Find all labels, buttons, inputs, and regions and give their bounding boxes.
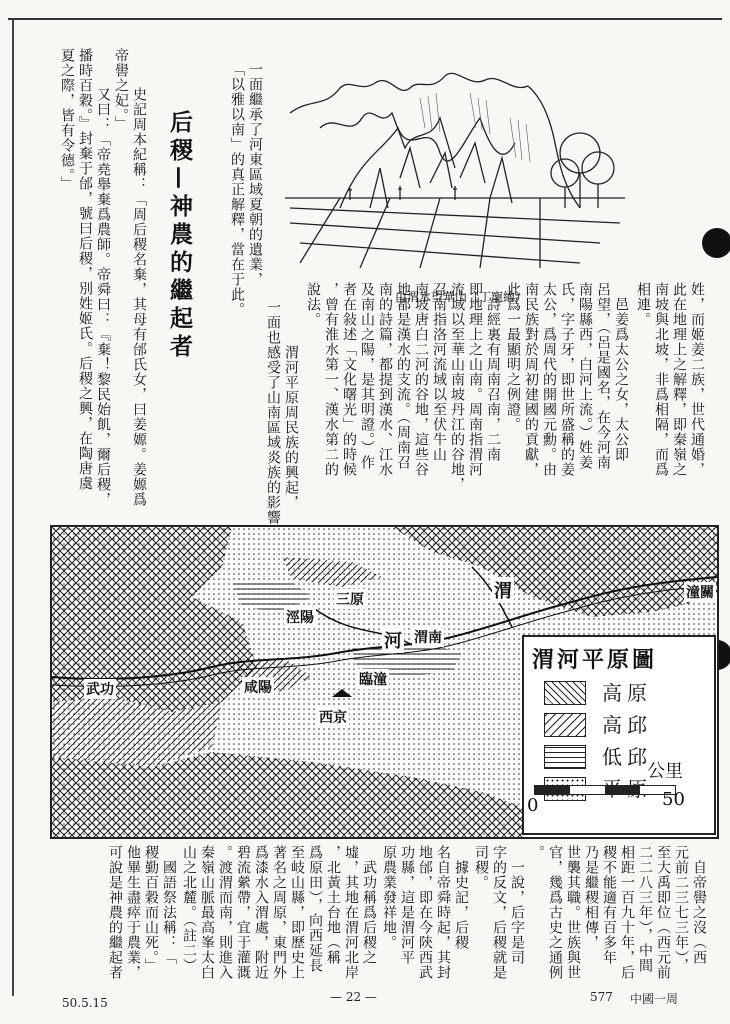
text-column: 可說是神農的繼起者 (107, 845, 123, 980)
text-column: 一說，后字是司 (509, 845, 525, 965)
text-column: 一面繼承了河東區域夏朝的遺業， (247, 62, 263, 287)
legend-label: 低邱 (602, 745, 652, 769)
footer-date: 50.5.15 (62, 996, 108, 1010)
text-column: 。渡渭而南，則進入 (217, 845, 233, 980)
text-column: ，曾有淮水第一、漢水第二的 (323, 282, 339, 477)
text-column: 碧流縈帶，宜于灌溉 (235, 845, 251, 980)
text-column: 世襲其職。世族與世 (565, 845, 581, 980)
legend-title: 渭河平原圖 (532, 647, 658, 673)
punch-hole-icon (702, 228, 730, 258)
text-column: 姓，而姬姜二族，世代通婚， (689, 282, 705, 477)
text-column: 一面也感受了山南區域炎族的影響 (265, 300, 281, 525)
text-column: 至岐山縣，即歷史上 (289, 845, 305, 980)
legend-label: 高原 (602, 681, 652, 705)
legend-swatch-horizontal (544, 745, 586, 769)
text-column: 邑姜爲太公之女，太公即 (613, 282, 629, 462)
scale-unit: 公里 (647, 761, 683, 782)
map-label-jingyang: 涇陽 (284, 607, 316, 627)
text-column: 據史記，后稷 (453, 845, 469, 950)
text-column: 南坡與北坡，非爲相隔，而爲 (653, 282, 669, 477)
text-column: 播時百穀。』封棄于邰，號曰后稷，別姓姬氏。后稷之興，在陶唐虞 (77, 48, 93, 491)
text-column: 相距一百九十年，后 (619, 845, 635, 980)
legend-item-low-hills (544, 741, 709, 771)
map-label-tongguan: 潼關 (684, 582, 716, 602)
text-column: 武功稱爲后稷之 (361, 845, 377, 965)
text-column: 夏之際，皆有令德。」 (59, 48, 75, 191)
legend-item-high-plateau (544, 677, 709, 707)
footer-page-number: — 22 — (330, 990, 377, 1004)
text-column: 及南山之陽，是其明證。）作 (359, 282, 375, 470)
weihe-plain-map (50, 525, 719, 839)
map-label-sanyuan: 三原 (334, 589, 366, 609)
text-column: 秦嶺山脈最高峯太白 (199, 845, 215, 980)
map-label-wugong: 武功 (84, 679, 116, 699)
legend-item-high-hills (544, 709, 709, 739)
page-border-left (12, 18, 14, 996)
text-column: 二二八三年），中間 (637, 845, 653, 973)
text-column: 召南指洛河流域以至伏牛山 (431, 282, 447, 462)
huashan-illustration (280, 58, 630, 273)
text-column: 著名之周原，東門外 (271, 845, 287, 980)
text-column: 。 (529, 845, 545, 860)
text-column: 即地理上之山南。周南指渭河 (467, 282, 483, 477)
footer-issue: 577 (590, 990, 613, 1004)
text-column: 功縣，這是渭河平 (399, 845, 415, 965)
section-title: 后稷—神農的繼起者 (166, 110, 193, 362)
text-column: 相連。 (635, 282, 651, 327)
text-column: 稷勤百穀而山死。」 (143, 845, 159, 973)
text-column: 又曰：「帝堯舉棄爲農師。帝舜曰：『棄！黎民始飢，爾后稷， (95, 72, 111, 507)
text-column: 南坡唐白二河的谷地，這些谷 (413, 282, 429, 477)
text-column: 者在敍述「文化曙光」的時候 (341, 282, 357, 477)
text-column: 爲漆水入渭處，附近 (253, 845, 269, 980)
text-column: 呂望，（呂是國名，在今河南 (595, 282, 611, 470)
legend-swatch-diagonal (544, 713, 586, 737)
text-column: 名自帝舜時起，其封 (435, 845, 451, 980)
legend-swatch-crosshatch (544, 681, 586, 705)
text-column: 山之北麓。（註二） (181, 845, 197, 973)
map-legend (522, 635, 716, 835)
text-column: 原農業發祥地。 (381, 845, 397, 950)
map-label-xian: 西京 (317, 707, 349, 727)
map-label-he: 河 (382, 627, 404, 653)
text-column: 氏，字子牙，即世所盛稱的姜 (559, 282, 575, 477)
text-column: 字的反文，后稷就是 (491, 845, 507, 980)
map-label-wei-river: 渭 (492, 577, 514, 603)
text-column: 地都是漢水的支流。（周南召 (395, 282, 411, 470)
text-column: 至大禹即位（西元前 (655, 845, 671, 980)
footer-magazine: 中國一周 (630, 992, 679, 1006)
map-label-xianyang: 咸陽 (242, 677, 274, 697)
map-label-weinan: 渭南 (412, 627, 444, 647)
text-column: 元前二三七三年）， (673, 845, 689, 973)
map-label-lintong: 臨潼 (357, 669, 389, 689)
legend-label: 高邱 (602, 713, 652, 737)
text-column: 司稷。 (473, 845, 489, 890)
text-column: 此爲一最顯明之例證。 (505, 282, 521, 432)
scale-bar (534, 785, 676, 795)
page-border-top (8, 18, 722, 20)
text-column: 「以雅以南」的真正解釋，當在于此。 (229, 62, 245, 317)
text-column: 此在地理上之解釋，即秦嶺之 (671, 282, 687, 477)
text-column: 南陽縣西，白河上流。）姓姜 (577, 282, 593, 470)
scale-max: 50 (662, 789, 685, 810)
text-column: 官，幾爲古史之通例 (547, 845, 563, 980)
text-column: 帝嚳之妃。」 (113, 48, 129, 131)
text-column: 地邰，即在今陝西武 (417, 845, 433, 980)
text-column: ，北黃土台地（稱 (325, 845, 341, 965)
scale-zero: 0 (527, 795, 539, 816)
text-column: 詩經裏有周南召南，二南 (485, 282, 501, 462)
text-column: 爲原田），向西延長 (307, 845, 323, 973)
text-column: 太公，爲周代的開國元勳。由 (541, 282, 557, 477)
text-column: 乃是繼稷相傳， (583, 845, 599, 950)
text-column: 渭河平原周民族的興起， (283, 330, 299, 510)
text-column: 稷不能適有百多年 (601, 845, 617, 965)
text-column: 流域以至華山南坡丹江的谷地， (449, 282, 465, 492)
text-column: 國語祭法稱：「 (161, 845, 177, 965)
text-column: 說法。 (305, 282, 321, 327)
text-column: 南的詩篇，都提到漢水、江水 (377, 282, 393, 477)
text-column: 墟，其地在渭河北岸 (343, 845, 359, 980)
text-column: 南民族對於周初建國的貢獻， (523, 282, 539, 477)
text-column: 史記周本紀稱：「周后稷名棄，其母有邰氏女，曰姜嫄。姜嫄爲 (131, 72, 147, 507)
text-column: 他畢生盡瘁于農業， (125, 845, 141, 980)
illustration-caption: 由渭水望華山（丁寵繪） (395, 290, 528, 304)
text-column: 自帝嚳之沒（西 (691, 845, 707, 965)
